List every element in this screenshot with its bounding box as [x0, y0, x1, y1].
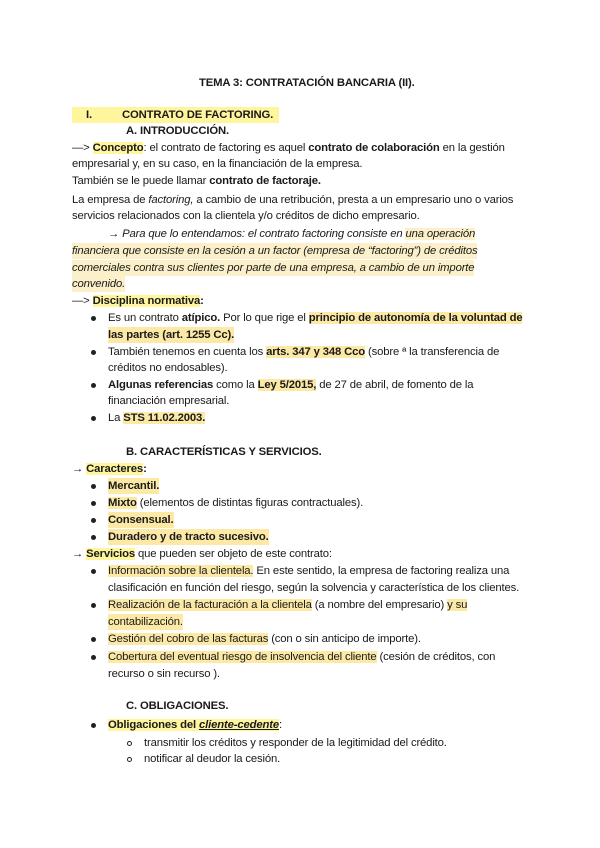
bullet-icon	[91, 535, 96, 540]
colon: :	[279, 719, 282, 731]
bullet-icon	[91, 603, 96, 608]
text: que pueden ser objeto de este contrato:	[135, 548, 332, 560]
section-heading-factoring	[72, 107, 279, 123]
bullet-icon	[91, 484, 96, 489]
text: de 27 de abril, de fomento de la	[316, 379, 474, 391]
italic-text: → Para que lo entendamos: el contrato factoring consiste en	[108, 228, 406, 240]
disciplina-line	[72, 293, 204, 309]
para-line-1	[108, 226, 475, 242]
caracter-1: Mercantil.	[108, 480, 160, 492]
text: (elementos de distintas figuras contractuales).	[136, 497, 364, 509]
highlighted-text: una operación	[405, 228, 476, 240]
arrow: —>	[72, 295, 93, 307]
servicio-2-line-2: contabilización.	[108, 616, 183, 628]
colon: :	[200, 295, 204, 307]
text: como la	[213, 379, 258, 391]
servicio-4-line-2: recurso o sin recurso ).	[108, 668, 220, 680]
hollow-bullet-icon	[127, 757, 132, 762]
colon: :	[143, 463, 147, 475]
concepto-line-1	[72, 140, 505, 156]
disciplina-item-1-line-2: las partes (art. 1255 Cc).	[108, 329, 235, 341]
highlighted-text: Mixto	[108, 497, 137, 509]
bullet-icon	[91, 416, 96, 421]
servicio-1-line-2: clasificación en función del riesgo, según la solvencia y característica de los clientes.	[108, 582, 520, 594]
servicio-3	[108, 631, 421, 647]
highlighted-text: Información sobre la clientela.	[108, 565, 254, 577]
bold-text: contrato de factoraje.	[209, 175, 321, 187]
italic-text: factoring,	[148, 194, 194, 206]
bullet-icon	[91, 723, 96, 728]
caracteres-label: Caracteres	[86, 463, 144, 475]
bold-text: atípico.	[181, 312, 221, 324]
para-line-4: convenido.	[72, 278, 126, 290]
text: La empresa de	[72, 194, 149, 206]
concepto-line-2: empresarial y, en su caso, en la financiación de la empresa.	[72, 158, 363, 170]
bullet-icon	[91, 518, 96, 523]
text: La	[108, 412, 124, 424]
text: Por lo que rige el	[220, 312, 309, 324]
highlighted-text: principio de autonomía de la voluntad de	[308, 312, 523, 324]
bullet-icon	[91, 350, 96, 355]
page-title: TEMA 3: CONTRATACIÓN BANCARIA (II).	[199, 77, 415, 89]
highlighted-text: Ley 5/2015,	[257, 379, 317, 391]
highlighted-text: arts. 347 y 348 Cco	[266, 346, 366, 358]
text: (con o sin anticipo de importe).	[268, 633, 421, 645]
disciplina-item-2-line-1	[108, 344, 499, 360]
bold-text: Algunas referencias	[108, 379, 214, 391]
disciplina-label: Disciplina normativa	[92, 295, 201, 307]
caracter-4: Duradero y de tracto sucesivo.	[108, 531, 269, 543]
section-title: CONTRATO DE FACTORING.	[122, 109, 274, 121]
servicios-label: Servicios	[86, 548, 136, 560]
servicio-2-line-1	[108, 597, 467, 613]
obligacion-1: transmitir los créditos y responder de la legitimidad del crédito.	[144, 737, 447, 749]
subsection-introduccion: A. INTRODUCCIÓN.	[126, 125, 230, 137]
servicio-1-line-1	[108, 563, 509, 579]
text: (a nombre del empresario)	[311, 599, 448, 611]
servicios-line	[72, 546, 332, 562]
bold-text: Obligaciones del	[108, 719, 199, 731]
text: en la gestión	[439, 142, 505, 154]
text: También tenemos en cuenta los	[108, 346, 267, 358]
text: a cambio de una retribución, presta a un empresario uno o varios	[193, 194, 514, 206]
text: : el contrato de factoring es aquel	[143, 142, 309, 154]
para-line-3: comerciales contra sus clientes por parte de una empresa, a cambio de un importe	[72, 262, 475, 274]
arrow: —>	[72, 142, 93, 154]
bullet-icon	[91, 383, 96, 388]
disciplina-item-3-line-2: financiación empresarial.	[108, 395, 230, 407]
highlighted-text: Cobertura del eventual riesgo de insolvencia del cliente	[108, 651, 377, 663]
disciplina-item-4	[108, 410, 205, 426]
arrow: →	[72, 548, 87, 560]
text: (sobre ª la transferencia de	[365, 346, 500, 358]
para-line-2: financiera que consiste en la cesión a un factor (empresa de “factoring”) de créditos	[72, 245, 478, 257]
subsection-obligaciones: C. OBLIGACIONES.	[126, 700, 229, 712]
cliente-cedente-text: cliente-cedente	[199, 719, 279, 731]
subsection-caracteristicas: B. CARACTERÍSTICAS Y SERVICIOS.	[126, 446, 322, 458]
obligacion-2: notificar al deudor la cesión.	[144, 753, 281, 765]
tambien-line	[72, 173, 321, 189]
text: Es un contrato	[108, 312, 182, 324]
text: También se le puede llamar	[72, 175, 210, 187]
empresa-line-2: servicios relacionados con la clientela y/o créditos de dicho empresario.	[72, 210, 420, 222]
bold-text: contrato de colaboración	[308, 142, 440, 154]
highlighted-text: STS 11.02.2003.	[123, 412, 206, 424]
highlighted-text: Gestión del cobro de las facturas	[108, 633, 269, 645]
obligaciones-cliente-line	[108, 717, 282, 733]
hollow-bullet-icon	[127, 741, 132, 746]
bullet-icon	[91, 655, 96, 660]
text: (cesión de créditos, con	[376, 651, 496, 663]
arrow: →	[72, 463, 87, 475]
caracter-2	[108, 495, 363, 511]
bullet-icon	[91, 501, 96, 506]
concepto-label: Concepto	[92, 142, 144, 154]
highlighted-text: Realización de la facturación a la clientela	[108, 599, 312, 611]
caracter-3: Consensual.	[108, 514, 174, 526]
section-number: I.	[86, 109, 92, 121]
disciplina-item-1-line-1	[108, 310, 522, 326]
bullet-icon	[91, 569, 96, 574]
caracteres-line	[72, 461, 147, 477]
text: En este sentido, la empresa de factoring realiza una	[253, 565, 510, 577]
servicio-4-line-1	[108, 649, 495, 665]
disciplina-item-3-line-1	[108, 377, 473, 393]
bullet-icon	[91, 316, 96, 321]
disciplina-item-2-line-2: créditos no endosables).	[108, 362, 228, 374]
empresa-line-1	[72, 192, 513, 208]
bullet-icon	[91, 637, 96, 642]
highlighted-text: y su	[447, 599, 468, 611]
